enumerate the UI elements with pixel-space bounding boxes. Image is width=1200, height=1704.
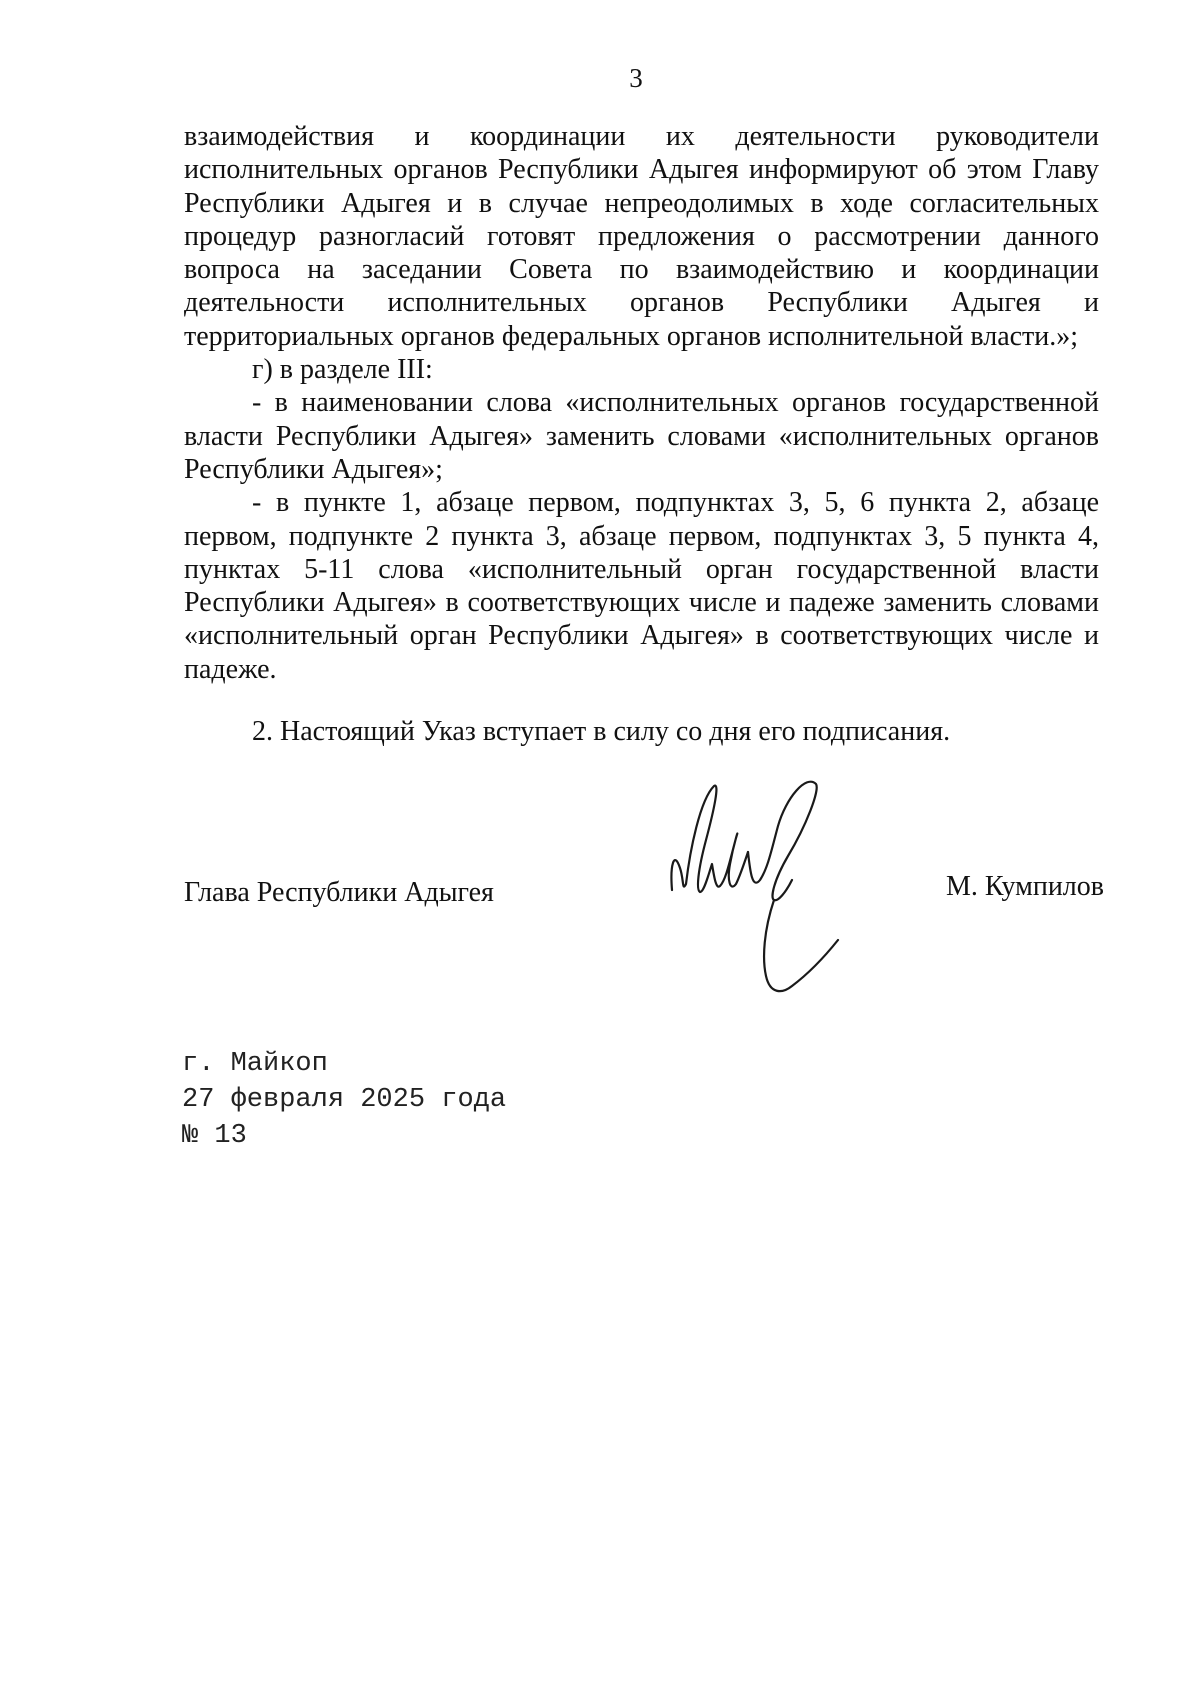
handwritten-signature	[670, 780, 870, 1010]
signature-row	[184, 871, 1104, 916]
signer-title: Глава Республики Адыгея	[184, 877, 494, 908]
document-body	[184, 120, 1099, 748]
city: г. Майкоп	[182, 1049, 328, 1079]
page-number: 3	[629, 63, 643, 93]
paragraph-points-amendment: - в пункте 1, абзаце первом, подпунктах 3, 5, 6 пункта 2, абзаце первом, подпункте 2 пункта 3, абзаце первом, подпунктах 3, 5 пункта 4, пунктах 5-11 слова «исполнительный орган государственной власти Республики Адыгея» в соответствующих числе и падеже заменить словами «исполнительный орган Республики Адыгея» в соответствующих числе и падеже.	[184, 487, 1099, 685]
signer-name: М. Кумпилов	[946, 871, 1104, 902]
document-footer	[182, 1046, 506, 1154]
paragraph-effective-clause: 2. Настоящий Указ вступает в силу со дня его подписания.	[252, 716, 951, 748]
document-date: 27 февраля 2025 года	[182, 1085, 507, 1115]
paragraph-section-heading: г) в разделе III:	[252, 354, 433, 386]
paragraph-continuation: взаимодействия и координации их деятельности руководители исполнительных органов Республики Адыгея информируют об этом Главу Республики Адыгея и в случае непреодолимых в ходе согласительных процедур разногласий готовят предложения о рассмотрении данного вопроса на заседании Совета по взаимодействию и координации деятельности исполнительных органов Республики Адыгея и территориальных органов федеральных органов исполнительной власти.»;	[184, 121, 1099, 352]
document-number: № 13	[182, 1121, 247, 1151]
paragraph-title-amendment: - в наименовании слова «исполнительных органов государственной власти Республики Адыгея» заменить словами «исполнительных органов Республики Адыгея»;	[184, 387, 1099, 485]
